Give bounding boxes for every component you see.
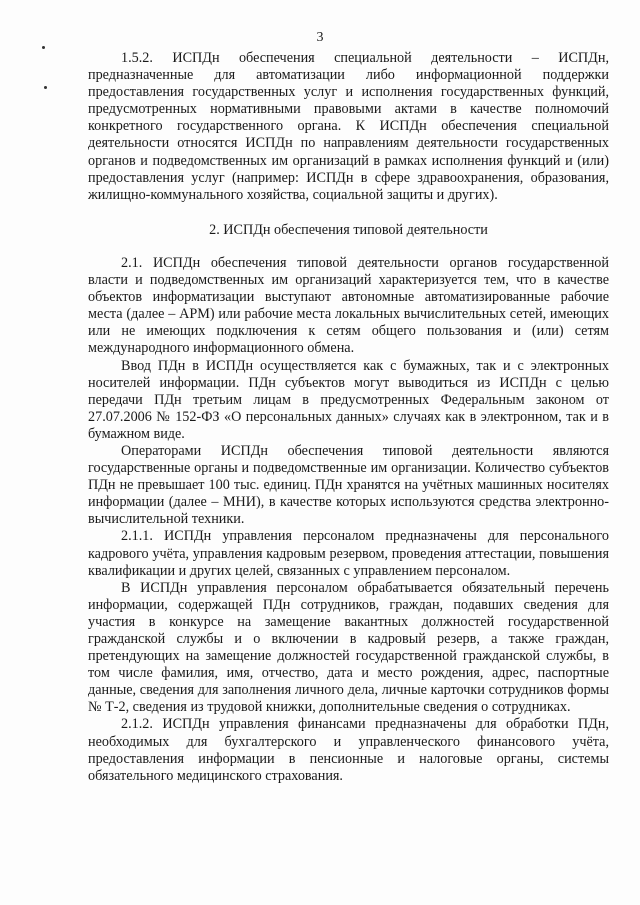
document-body	[88, 50, 609, 785]
paragraph-input: Ввод ПДн в ИСПДн осуществляется как с бумажных, так и с электронных носителей информации. ПДн субъектов могут выводиться из ИСПДн с целью передачи ПДн третьим лицам в предусмотренных Федеральным законом от 27.07.2006 № 152-ФЗ «О персональных данных» случаях как в электронном, так и в бумажном виде.	[88, 357, 609, 442]
paragraph-1-5-2: 1.5.2. ИСПДн обеспечения специальной деятельности – ИСПДн, предназначенные для автоматизации либо информационной поддержки предоставления государственных услуг и исполнения государственных функций, предусмотренных нормативными правовыми актами в качестве полномочий конкретного государственного органа. К ИСПДн обеспечения специальной деятельности относятся ИСПДн по направлениям деятельности государственных органов и подведомственных им организаций в рамках исполнения функций и (или) предоставления услуг (например: ИСПДн в сфере здравоохранения, образования, жилищно-коммунального хозяйства, социальной защиты и других).	[88, 50, 609, 203]
scan-speck	[42, 46, 45, 49]
section-heading: 2. ИСПДн обеспечения типовой деятельности	[209, 221, 488, 238]
page-number: 3	[316, 30, 324, 45]
paragraph-2-1: 2.1. ИСПДн обеспечения типовой деятельности органов государственной власти и подведомственных им организаций характеризуется тем, что в качестве объектов информатизации выступают автономные автоматизированные рабочие места (далее – АРМ) или рабочие места локальных вычислительных сетей, имеющих или не имеющих подключения к сетям общего пользования и (или) сетям международного информационного обмена.	[88, 254, 609, 357]
scan-speck	[44, 86, 47, 89]
paragraph-operators: Операторами ИСПДн обеспечения типовой деятельности являются государственные органы и подведомственные им организации. Количество субъектов ПДн не превышает 100 тыс. единиц. ПДн хранятся на учётных машинных носителях информации (далее – МНИ), в качестве которых используются средства электронно-вычислительной техники.	[88, 442, 609, 528]
paragraph-personnel: В ИСПДн управления персоналом обрабатывается обязательный перечень информации, содержащей ПДн сотрудников, граждан, подавших сведения для участия в конкурсе на замещение вакантных должностей государственной гражданской службы и о включении в кадровый резерв, а также граждан, претендующих на замещение должностей государственной гражданской службы, в том числе фамилия, имя, отчество, дата и место рождения, адрес, паспортные данные, сведения для заполнения личного дела, личные карточки сотрудников формы № Т-2, сведения из трудовой книжки, дополнительные сведения о сотрудниках.	[88, 579, 609, 716]
paragraph-2-1-1: 2.1.1. ИСПДн управления персоналом предназначены для персонального кадрового учёта, управления кадровым резервом, проведения аттестации, повышения квалификации и других целей, связанных с управлением персоналом.	[88, 528, 609, 579]
paragraph-2-1-2: 2.1.2. ИСПДн управления финансами предназначены для обработки ПДн, необходимых для бухгалтерского и управленческого финансового учёта, предоставления информации в пенсионные и налоговые органы, системы обязательного медицинского страхования.	[88, 716, 609, 784]
